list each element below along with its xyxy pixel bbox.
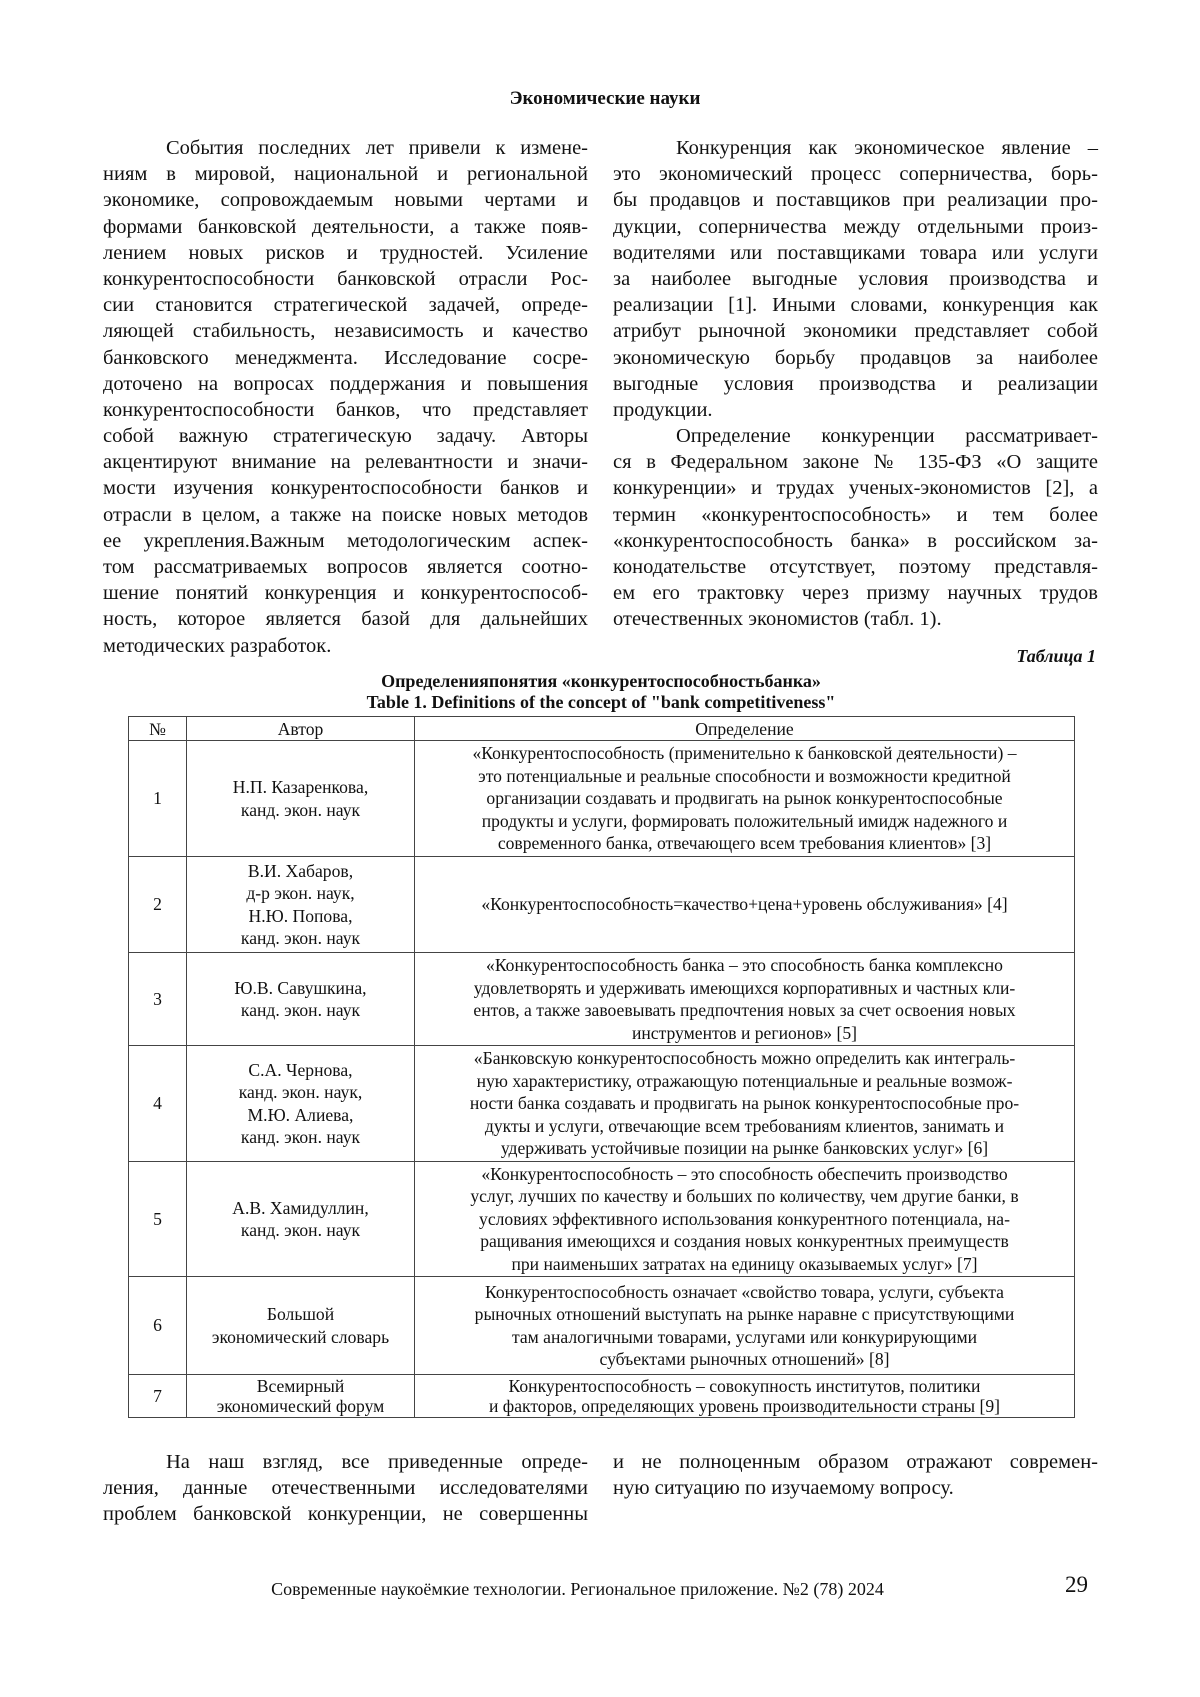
conclusion-left-column	[103, 1449, 588, 1528]
definition-line: Конкурентоспособность – совокупность институтов, политики	[508, 1376, 981, 1396]
definition-line: «Банковскую конкурентоспособность можно определить как интеграль-	[473, 1048, 1016, 1069]
text-line: термин «конкурентоспособность» и тем более	[613, 503, 1098, 526]
row-definition	[415, 1046, 1075, 1162]
table-label: Таблица 1	[1016, 646, 1096, 666]
author-line: канд. экон. наук,	[238, 1082, 363, 1102]
text-line: атрибут рыночной экономики представляет собой	[613, 320, 1098, 343]
definition-line: инструментов и регионов» [5]	[631, 1022, 858, 1043]
author-line: Ю.В. Савушкина,	[234, 977, 367, 998]
row-number: 7	[129, 1375, 187, 1418]
table-row	[129, 1277, 1075, 1375]
row-number: 6	[129, 1277, 187, 1375]
definition-line: дукты и услуги, отвечающие всем требованиям клиентов, занимать и	[484, 1115, 1005, 1136]
definition-line: «Конкурентоспособность – это способность обеспечить производство	[481, 1163, 1008, 1184]
definition-line: условиях эффективного использования конкурентного потенциала, на-	[479, 1208, 1010, 1229]
row-definition	[415, 857, 1075, 953]
definition-line: субъектами рыночных отношений» [8]	[599, 1349, 890, 1369]
definition-line: «Конкурентоспособность (применительно к банковской деятельности) –	[472, 743, 1017, 764]
definition-line: организации создавать и продвигать на рынок конкурентоспособные	[486, 788, 1003, 809]
text-line: собой важную стратегическую задачу. Авторы	[103, 425, 588, 448]
text-line: ниям в мировой, национальной и региональной	[103, 163, 588, 186]
definition-line: «Конкурентоспособность банка – это способность банка комплексно	[486, 955, 1003, 975]
row-definition	[415, 1375, 1075, 1418]
author-line: канд. экон. наук	[240, 1000, 361, 1020]
author-line: экономический словарь	[211, 1326, 390, 1347]
definitions-table	[128, 716, 1075, 1418]
definition-line: удерживать устойчивые позиции на рынке банковских услуг» [6]	[500, 1138, 989, 1159]
footer-journal-title: Современные наукоёмкие технологии. Региональное приложение. №2 (78) 2024	[271, 1579, 884, 1599]
row-number: 2	[129, 857, 187, 953]
row-number: 1	[129, 741, 187, 857]
text-line: экономическую борьбу продавцов за наиболее	[613, 346, 1098, 369]
text-line: продукции.	[613, 398, 713, 421]
text-line: Конкуренция как экономическое явление –	[676, 137, 1098, 159]
table-row	[129, 1162, 1075, 1277]
definition-line: и факторов, определяющих уровень производительности страны [9]	[488, 1396, 1000, 1416]
text-line: выгодные условия производства и реализации	[613, 372, 1098, 395]
section-title: Экономические науки	[509, 88, 701, 109]
text-line: бы продавцов и поставщиков при реализации про-	[613, 189, 1098, 212]
table-row	[129, 1375, 1075, 1418]
table-row	[129, 953, 1075, 1046]
text-line: События последних лет привели к измене-	[166, 137, 588, 159]
text-line: лением новых рисков и трудностей. Усиление	[103, 241, 588, 264]
intro-left-column	[103, 135, 588, 659]
definition-line: ности банка создавать и продвигать на рынок конкурентоспособные про-	[469, 1093, 1020, 1114]
text-line: реализации [1]. Иными словами, конкуренция как	[613, 294, 1098, 317]
table-row	[129, 741, 1075, 857]
text-line: том рассматриваемых вопросов является соотно-	[103, 556, 588, 578]
table-caption-ru: Определенияпонятия «конкурентоспособностьбанка»	[381, 671, 821, 691]
paragraph	[103, 135, 588, 659]
definition-line: услуг, лучших по качеству и больших по количеству, чем другие банки, в	[470, 1186, 1019, 1207]
text-line: На наш взгляд, все приведенные опреде-	[166, 1451, 588, 1473]
text-line: это экономический процесс соперничества, борь-	[613, 163, 1098, 186]
definition-line: удовлетворять и удерживать имеющихся корпоративных и частных кли-	[473, 977, 1016, 998]
definition-line: при наименьших затратах на единицу оказываемых услуг» [7]	[511, 1253, 978, 1274]
row-author	[187, 953, 415, 1046]
text-line: ность, которое является базой для дальнейших	[103, 608, 588, 631]
text-line: водителями или поставщиками товара или услуги	[613, 241, 1098, 264]
author-line: канд. экон. наук	[240, 1220, 361, 1240]
table-row	[129, 1046, 1075, 1162]
row-author	[187, 857, 415, 953]
row-number: 5	[129, 1162, 187, 1277]
author-line: канд. экон. наук	[240, 928, 361, 948]
author-line: Большой	[266, 1304, 335, 1324]
text-line: экономике, сопровождаемым новыми чертами и	[103, 189, 588, 212]
text-line: мости изучения конкурентоспособности банков и	[103, 477, 588, 500]
header-definition: Определение	[415, 717, 1075, 741]
text-line: «конкурентоспособность банка» в российском за-	[613, 529, 1098, 552]
paragraph	[613, 135, 1098, 423]
definition-line: рыночных отношений выступать на рынке наравне с присутствующими	[474, 1304, 1015, 1324]
text-line: отрасли в целом, а также на поиске новых методов	[103, 503, 588, 526]
text-line: конкурентоспособности банковской отрасли Рос-	[103, 267, 588, 290]
text-line: проблем банковской конкуренции, не совершенны	[103, 1503, 588, 1526]
author-line: С.А. Чернова,	[248, 1059, 353, 1080]
text-line: методических разработок.	[103, 634, 332, 657]
text-line: формами банковской деятельности, а также появ-	[103, 215, 588, 238]
definition-line: ентов, а также завоевывать предпочтения новых за счет освоения новых	[473, 1000, 1016, 1020]
conclusion-right-column	[613, 1449, 1098, 1501]
definition-line: ную характеристику, отражающую потенциальные и реальные возмож-	[476, 1070, 1013, 1091]
author-line: А.В. Хамидуллин,	[232, 1197, 369, 1218]
text-line: ся в Федеральном законе № 135-ФЗ «О защите	[613, 451, 1098, 474]
definition-line: Конкурентоспособность означает «свойство товара, услуги, субъекта	[485, 1281, 1004, 1302]
row-number: 3	[129, 953, 187, 1046]
definition-line: современного банка, отвечающего всем требования клиентов» [3]	[497, 833, 992, 854]
text-line: за наиболее выгодные условия производства и	[613, 267, 1098, 290]
header-number: №	[129, 717, 187, 741]
table-caption-en: Table 1. Definitions of the concept of "bank competitiveness"	[366, 692, 836, 712]
author-line: Н.П. Казаренкова,	[232, 777, 369, 797]
author-line: канд. экон. наук	[240, 1127, 361, 1147]
author-line: д-р экон. наук,	[246, 883, 355, 903]
text-line: и не полноценным образом отражают современ-	[613, 1451, 1098, 1473]
text-line: конкуренции» и трудах ученых-экономистов [2], а	[613, 477, 1098, 500]
author-line: канд. экон. наук	[240, 799, 361, 820]
text-line: банковского менеджмента. Исследование сосре-	[103, 346, 588, 369]
text-line: Определение конкуренции рассматривает-	[676, 425, 1098, 448]
text-line: акцентируют внимание на релевантности и значи-	[103, 451, 588, 474]
author-line: Всемирный	[256, 1376, 345, 1396]
text-line: дукции, соперничества между отдельными произ-	[613, 215, 1098, 238]
text-line: конодательстве отсутствует, поэтому представля-	[613, 556, 1098, 578]
text-line: шение понятий конкуренция и конкурентоспособ-	[103, 582, 588, 605]
text-line: ления, данные отечественными исследователями	[103, 1477, 588, 1500]
paragraph	[613, 423, 1098, 633]
row-definition	[415, 953, 1075, 1046]
definition-line: ращивания имеющихся и создания новых конкурентных преимуществ	[480, 1231, 1009, 1252]
row-definition	[415, 1277, 1075, 1375]
row-definition	[415, 1162, 1075, 1277]
row-author	[187, 1046, 415, 1162]
author-line: В.И. Хабаров,	[247, 860, 354, 881]
table-header-row	[129, 717, 1075, 741]
text-line: отечественных экономистов (табл. 1).	[613, 608, 942, 631]
definition-line: там аналогичными товарами, услугами или конкурирующими	[511, 1326, 978, 1347]
header-author: Автор	[187, 717, 415, 741]
intro-right-column	[613, 135, 1098, 633]
definition-line: продукты и услуги, формировать положительный имидж надежного и	[481, 810, 1008, 831]
text-line: сии становится стратегической задачей, опреде-	[103, 294, 588, 317]
definition-line: это потенциальные и реальные способности и возможности кредитной	[478, 765, 1011, 786]
table-row	[129, 857, 1075, 953]
definition-line: «Конкурентоспособность=качество+цена+уровень обслуживания» [4]	[481, 894, 1008, 915]
text-line: ее укрепления.Важным методологическим аспек-	[103, 529, 588, 552]
row-definition	[415, 741, 1075, 857]
row-author	[187, 1375, 415, 1418]
page-number: 29	[1065, 1572, 1088, 1597]
row-author	[187, 1162, 415, 1277]
text-line: доточено на вопросах поддержания и повышения	[103, 372, 588, 395]
author-line: экономический форум	[216, 1396, 385, 1416]
author-line: Н.Ю. Попова,	[248, 905, 353, 926]
text-line: ляющей стабильность, независимость и качество	[103, 320, 588, 343]
row-author	[187, 741, 415, 857]
author-line: М.Ю. Алиева,	[247, 1104, 354, 1125]
row-number: 4	[129, 1046, 187, 1162]
text-line: конкурентоспособности банков, что представляет	[103, 398, 588, 421]
text-line: ем его трактовку через призму научных трудов	[613, 582, 1098, 605]
text-line: ную ситуацию по изучаемому вопросу.	[613, 1477, 954, 1500]
row-author	[187, 1277, 415, 1375]
